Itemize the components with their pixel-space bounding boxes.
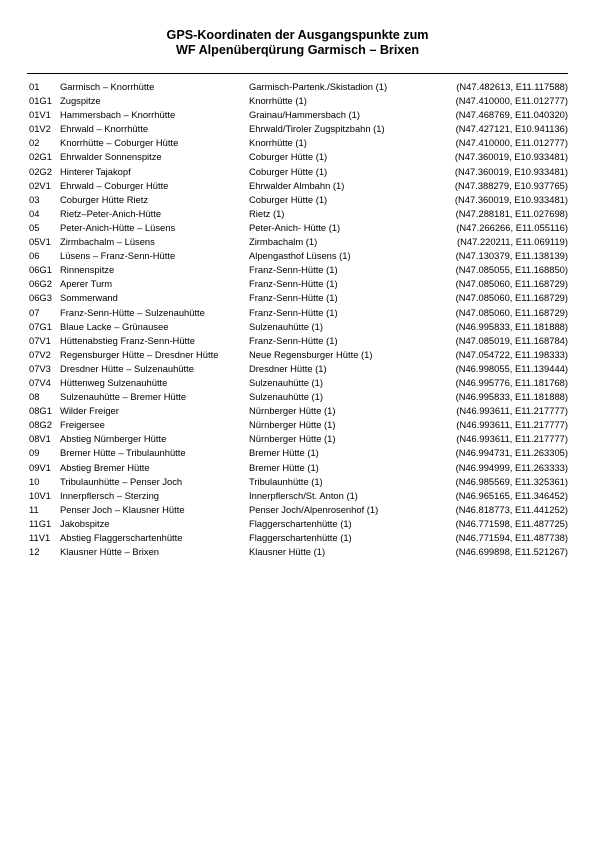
row-code: 01G1 <box>29 95 52 107</box>
row-gps-coordinates: (N46.985569, E11.325361) <box>455 475 568 487</box>
row-gps-coordinates: (N46.965165, E11.346452) <box>455 489 568 501</box>
row-route-name: Knorrhütte – Coburger Hütte <box>60 137 179 149</box>
row-code: 05 <box>29 221 40 233</box>
row-start-point: Franz-Senn-Hütte (1) <box>249 292 338 304</box>
row-start-point: Knorrhütte (1) <box>249 95 307 107</box>
coordinate-row <box>0 179 595 193</box>
row-code: 01V2 <box>29 123 51 135</box>
row-start-point: Grainau/Hammersbach (1) <box>249 109 360 121</box>
row-code: 11 <box>29 503 39 515</box>
row-start-point: Nürnberger Hütte (1) <box>249 419 336 431</box>
row-code: 08G1 <box>29 405 52 417</box>
row-code: 09V1 <box>29 461 51 473</box>
row-start-point: Alpengasthof Lüsens (1) <box>249 250 351 262</box>
row-route-name: Zugspitze <box>60 95 101 107</box>
coordinate-row <box>0 80 595 94</box>
row-start-point: Bremer Hütte (1) <box>249 447 319 459</box>
row-gps-coordinates: (N47.085060, E11.168729) <box>455 292 568 304</box>
row-start-point: Dresdner Hütte (1) <box>249 362 327 374</box>
row-start-point: Flaggerschartenhütte (1) <box>249 517 352 529</box>
coordinate-row <box>0 94 595 108</box>
row-start-point: Coburger Hütte (1) <box>249 193 328 205</box>
row-start-point: Coburger Hütte (1) <box>249 151 328 163</box>
coordinate-row <box>0 193 595 207</box>
row-route-name: Sommerwand <box>60 292 118 304</box>
row-gps-coordinates: (N46.994731, E11.263305) <box>455 447 568 459</box>
title-line-1: GPS-Koordinaten der Ausgangspunkte zum <box>166 28 429 42</box>
row-gps-coordinates: (N47.360019, E10.933481) <box>454 193 568 205</box>
row-gps-coordinates: (N47.085060, E11.168729) <box>455 278 568 290</box>
row-route-name: Hüttenabstieg Franz-Senn-Hütte <box>60 334 195 346</box>
row-gps-coordinates: (N47.388279, E10.937765) <box>454 179 568 191</box>
row-route-name: Abstieg Nürnberger Hütte <box>60 433 167 445</box>
row-gps-coordinates: (N47.130379, E11.138139) <box>455 250 568 262</box>
coordinate-row <box>0 348 595 362</box>
row-code: 12 <box>29 546 40 558</box>
row-start-point: Knorrhütte (1) <box>249 137 307 149</box>
coordinate-row <box>0 390 595 404</box>
row-gps-coordinates: (N47.468769, E11.040320) <box>455 109 568 121</box>
row-route-name: Dresdner Hütte – Sulzenauhütte <box>60 362 194 374</box>
row-route-name: Ehrwald – Knorrhütte <box>60 123 149 135</box>
coordinate-row <box>0 165 595 179</box>
row-start-point: Flaggerschartenhütte (1) <box>249 532 352 543</box>
row-gps-coordinates: (N47.266266, E11.055116) <box>456 221 568 233</box>
row-code: 07V1 <box>29 334 51 346</box>
row-route-name: Wilder Freiger <box>60 405 119 417</box>
row-route-name: Jakobspitze <box>60 517 110 529</box>
row-start-point: Bremer Hütte (1) <box>249 461 319 473</box>
coordinate-row <box>0 136 595 150</box>
row-route-name: Klausner Hütte – Brixen <box>60 546 160 558</box>
row-gps-coordinates: (N47.427121, E10.941136) <box>455 123 568 135</box>
row-start-point: Nürnberger Hütte (1) <box>249 433 336 445</box>
coordinate-row <box>0 461 595 475</box>
title-line-2: WF Alpenüberqürung Garmisch – Brixen <box>175 43 420 57</box>
coordinate-row <box>0 277 595 291</box>
row-code: 06G1 <box>29 264 52 276</box>
row-route-name: Franz-Senn-Hütte – Sulzenauhütte <box>60 306 205 318</box>
row-code: 03 <box>29 193 40 205</box>
row-code: 11V1 <box>29 532 51 543</box>
row-gps-coordinates: (N46.995833, E11.181888) <box>455 320 568 332</box>
row-route-name: Abstieg Flaggerschartenhütte <box>60 532 183 543</box>
row-start-point: Sulzenauhütte (1) <box>249 320 324 332</box>
row-start-point: Ehrwald/Tiroler Zugspitzbahn (1) <box>249 123 385 135</box>
document-title <box>0 28 595 58</box>
coordinate-row <box>0 320 595 334</box>
row-start-point: Peter-Anich- Hütte (1) <box>249 221 341 233</box>
coordinate-row <box>0 263 595 277</box>
row-gps-coordinates: (N47.410000, E11.012777) <box>455 95 568 107</box>
row-start-point: Coburger Hütte (1) <box>249 165 328 177</box>
row-gps-coordinates: (N46.994999, E11.263333) <box>455 461 568 473</box>
row-route-name: Peter-Anich-Hütte – Lüsens <box>60 221 176 233</box>
coordinate-row <box>0 235 595 249</box>
row-start-point: Rietz (1) <box>249 207 285 219</box>
row-start-point: Sulzenauhütte (1) <box>249 391 324 403</box>
row-route-name: Lüsens – Franz-Senn-Hütte <box>60 250 176 262</box>
row-gps-coordinates: (N46.998055, E11.139444) <box>455 362 568 374</box>
row-gps-coordinates: (N47.085055, E11.168850) <box>455 264 568 276</box>
row-route-name: Bremer Hütte – Tribulaunhütte <box>60 447 186 459</box>
row-start-point: Penser Joch/Alpenrosenhof (1) <box>249 503 379 515</box>
row-gps-coordinates: (N47.085060, E11.168729) <box>455 306 568 318</box>
row-route-name: Hinterer Tajakopf <box>60 165 131 177</box>
row-gps-coordinates: (N46.771598, E11.487725) <box>455 517 568 529</box>
row-route-name: Regensburger Hütte – Dresdner Hütte <box>60 348 219 360</box>
row-start-point: Franz-Senn-Hütte (1) <box>249 334 338 346</box>
row-code: 04 <box>29 207 40 219</box>
coordinate-row <box>0 291 595 305</box>
coordinate-row <box>0 362 595 376</box>
row-code: 01V1 <box>29 109 51 121</box>
row-gps-coordinates: (N46.818773, E11.441252) <box>455 503 568 515</box>
coordinate-row <box>0 545 595 559</box>
row-start-point: Tribulaunhütte (1) <box>249 475 323 487</box>
row-start-point: Franz-Senn-Hütte (1) <box>249 278 338 290</box>
row-code: 08 <box>29 391 40 403</box>
row-code: 02G1 <box>29 151 52 163</box>
coordinate-row <box>0 432 595 446</box>
row-code: 08G2 <box>29 419 52 431</box>
row-gps-coordinates: (N46.993611, E11.217777) <box>456 433 568 445</box>
row-code: 09 <box>29 447 40 459</box>
row-route-name: Sulzenauhütte – Bremer Hütte <box>60 391 187 403</box>
row-code: 06G2 <box>29 278 52 290</box>
row-code: 07 <box>29 306 40 318</box>
row-code: 10 <box>29 475 40 487</box>
row-start-point: Nürnberger Hütte (1) <box>249 405 336 417</box>
row-code: 02 <box>29 137 40 149</box>
row-route-name: Penser Joch – Klausner Hütte <box>60 503 185 515</box>
row-route-name: Innerpflersch – Sterzing <box>60 489 160 501</box>
coordinate-row <box>0 221 595 235</box>
row-gps-coordinates: (N46.771594, E11.487738) <box>455 532 568 543</box>
coordinate-row <box>0 404 595 418</box>
row-code: 10V1 <box>29 489 51 501</box>
row-code: 06G3 <box>29 292 52 304</box>
row-start-point: Garmisch-Partenk./Skistadion (1) <box>249 81 388 92</box>
coordinate-row <box>0 249 595 263</box>
row-start-point: Sulzenauhütte (1) <box>249 376 324 388</box>
row-start-point: Franz-Senn-Hütte (1) <box>249 306 338 318</box>
row-gps-coordinates: (N47.054722, E11.198333) <box>455 348 568 360</box>
coordinate-row <box>0 108 595 122</box>
row-start-point: Innerpflersch/St. Anton (1) <box>249 489 358 501</box>
row-route-name: Hüttenweg Sulzenauhütte <box>60 376 168 388</box>
coordinate-row <box>0 376 595 390</box>
coordinate-row <box>0 122 595 136</box>
row-gps-coordinates: (N46.993611, E11.217777) <box>456 405 568 417</box>
row-route-name: Hammersbach – Knorrhütte <box>60 109 176 121</box>
row-start-point: Klausner Hütte (1) <box>249 546 326 558</box>
row-code: 07V3 <box>29 362 51 374</box>
coordinate-row <box>0 531 595 545</box>
row-code: 08V1 <box>29 433 51 445</box>
row-route-name: Blaue Lacke – Grünausee <box>60 320 169 332</box>
row-start-point: Ehrwalder Almbahn (1) <box>249 179 345 191</box>
coordinate-row <box>0 503 595 517</box>
row-gps-coordinates: (N46.993611, E11.217777) <box>456 419 568 431</box>
title-divider <box>27 73 568 74</box>
row-route-name: Freigersee <box>60 419 105 431</box>
row-start-point: Neue Regensburger Hütte (1) <box>249 348 373 360</box>
row-code: 02V1 <box>29 179 51 191</box>
row-code: 06 <box>29 250 40 262</box>
row-code: 05V1 <box>29 236 51 248</box>
row-route-name: Garmisch – Knorrhütte <box>60 81 155 92</box>
coordinate-row <box>0 207 595 221</box>
row-route-name: Abstieg Bremer Hütte <box>60 461 150 473</box>
coordinate-row <box>0 475 595 489</box>
row-gps-coordinates: (N47.288181, E11.027698) <box>455 207 568 219</box>
row-gps-coordinates: (N47.360019, E10.933481) <box>454 151 568 163</box>
row-start-point: Franz-Senn-Hütte (1) <box>249 264 338 276</box>
row-gps-coordinates: (N46.995776, E11.181768) <box>455 376 568 388</box>
row-code: 02G2 <box>29 165 52 177</box>
row-gps-coordinates: (N47.360019, E10.933481) <box>454 165 568 177</box>
coordinate-row <box>0 446 595 460</box>
coordinate-row <box>0 517 595 531</box>
row-code: 01 <box>29 81 40 92</box>
row-route-name: Rietz–Peter-Anich-Hütte <box>60 207 162 219</box>
coordinate-row <box>0 418 595 432</box>
coordinates-list <box>0 80 595 559</box>
row-route-name: Zirmbachalm – Lüsens <box>60 236 155 248</box>
coordinate-row <box>0 334 595 348</box>
row-start-point: Zirmbachalm (1) <box>249 236 318 248</box>
row-route-name: Coburger Hütte Rietz <box>60 193 149 205</box>
row-route-name: Tribulaunhütte – Penser Joch <box>60 475 183 487</box>
row-gps-coordinates: (N46.995833, E11.181888) <box>455 391 568 403</box>
row-gps-coordinates: (N47.085019, E11.168784) <box>455 334 568 346</box>
coordinate-row <box>0 306 595 320</box>
row-code: 07V4 <box>29 376 51 388</box>
row-code: 07V2 <box>29 348 51 360</box>
row-route-name: Aperer Turm <box>60 278 113 290</box>
row-route-name: Rinnenspitze <box>60 264 115 276</box>
coordinate-row <box>0 150 595 164</box>
row-route-name: Ehrwalder Sonnenspitze <box>60 151 162 163</box>
coordinate-row <box>0 489 595 503</box>
row-route-name: Ehrwald – Coburger Hütte <box>60 179 169 191</box>
row-gps-coordinates: (N47.220211, E11.069119) <box>456 236 568 248</box>
row-gps-coordinates: (N47.410000, E11.012777) <box>455 137 568 149</box>
row-code: 07G1 <box>29 320 52 332</box>
row-code: 11G1 <box>29 517 52 529</box>
row-gps-coordinates: (N46.699898, E11.521267) <box>455 546 568 558</box>
row-gps-coordinates: (N47.482613, E11.117588) <box>456 81 568 92</box>
